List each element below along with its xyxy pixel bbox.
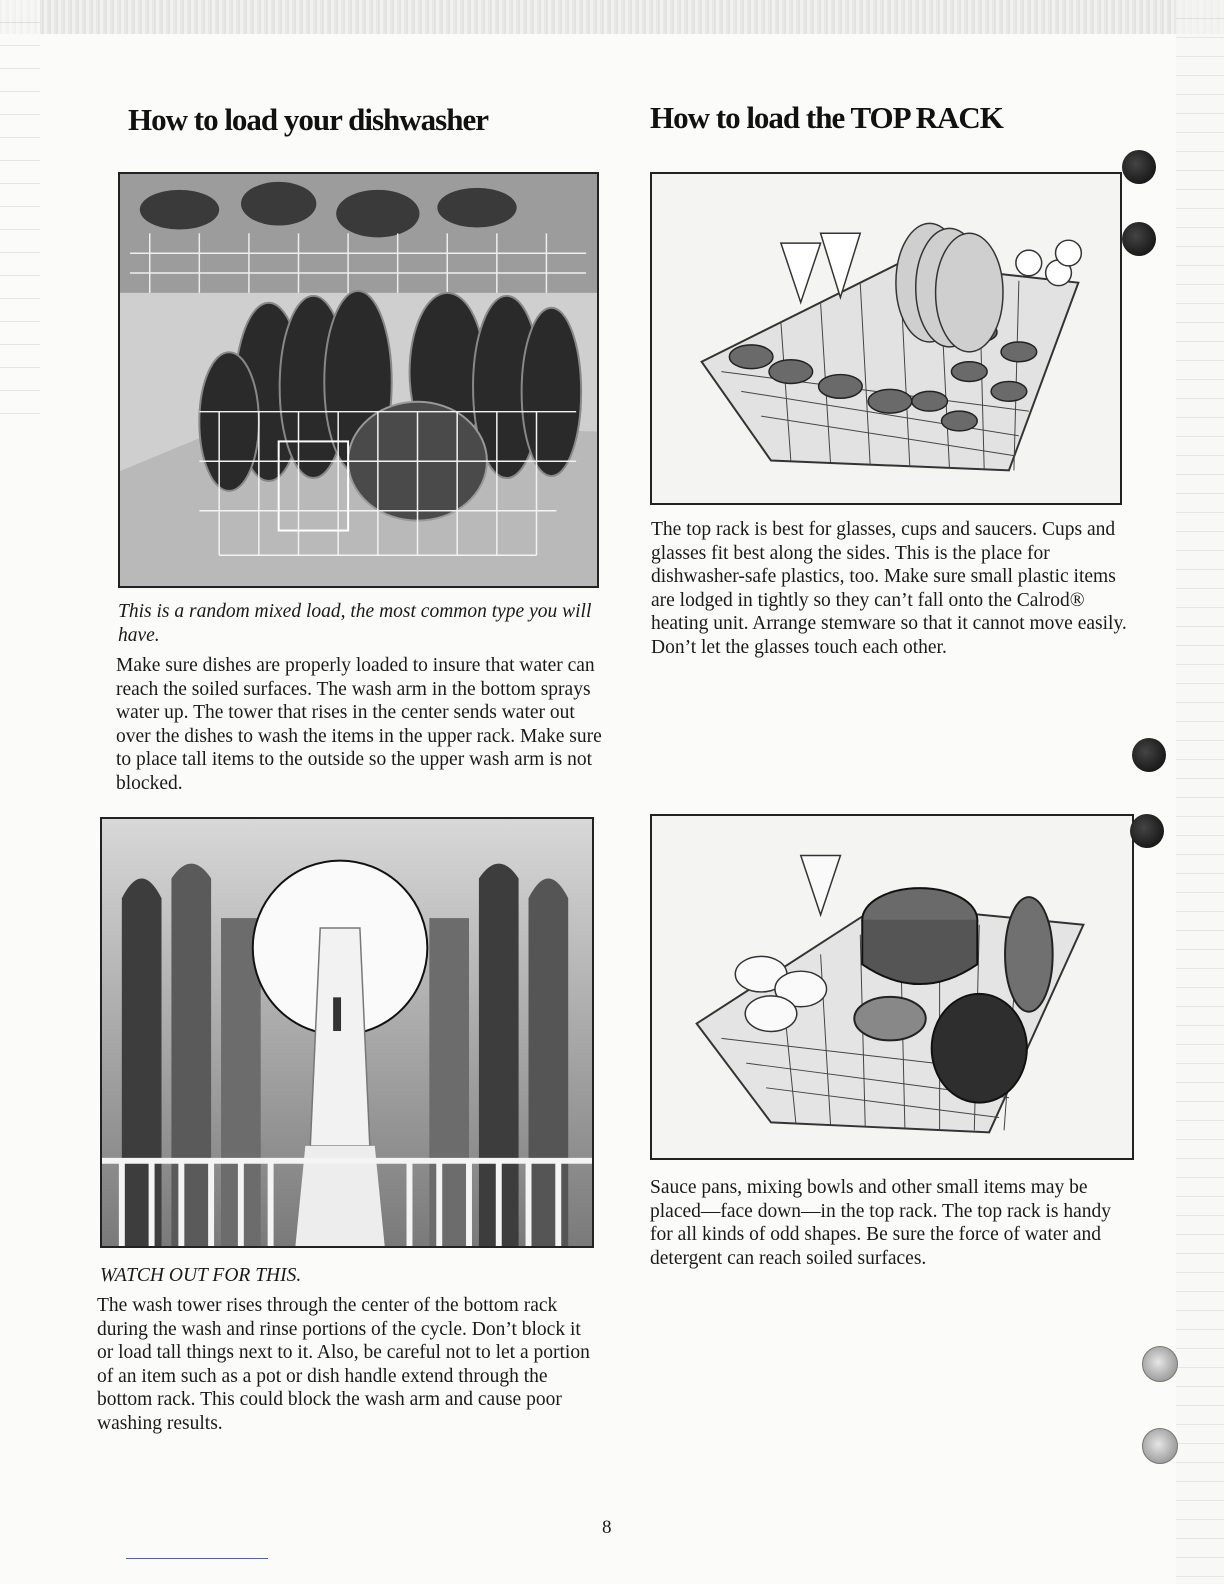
paragraph-top-rack-pans: Sauce pans, mixing bowls and other small items may be placed—face down—in the top rack. The top rack is handy for all kinds of odd shapes. Be sure the force of water and detergent can reach soiled surfaces. <box>650 1177 1111 1269</box>
binder-hole-mark <box>1130 814 1164 848</box>
paragraph-top-rack-glasses: The top rack is best for glasses, cups and saucers. Cups and glasses fit best along the sides. This is the place for dishwasher-safe plastics, too. Make sure small plastic items are lodged in tightly so they can’t fall onto the Calrod® heating unit. Arrange stemware so that it cannot move easily. Don’t let the glasses touch each other. <box>651 519 1127 658</box>
scan-artifact-right <box>1176 0 1224 1584</box>
photo-top-rack-pans <box>650 814 1134 1160</box>
photo-mixed-load <box>118 172 599 588</box>
heading-load-dishwasher: How to load your dishwasher <box>128 102 488 137</box>
paragraph-wash-tower: The wash tower rises through the center of the bottom rack during the wash and rinse portions of the cycle. Don’t block it or load tall things next to it. Also, be careful not to let a portion of an item such as a pot or dish handle extend through the bottom rack. This could block the wash arm and cause poor washing results. <box>97 1295 590 1434</box>
photo-top-rack-glasses <box>650 172 1122 505</box>
page-number: 8 <box>602 1517 612 1538</box>
scan-artifact-top <box>0 0 1224 34</box>
binder-hole-mark <box>1122 150 1156 184</box>
caption-mixed-load: This is a random mixed load, the most common type you will have. <box>118 601 592 646</box>
photo-wash-tower-graphic <box>102 819 592 1246</box>
caption-watch-out: WATCH OUT FOR THIS. <box>100 1265 302 1286</box>
heading-load-top-rack: How to load the TOP RACK <box>650 100 1003 135</box>
photo-wash-tower <box>100 817 594 1248</box>
binder-hole-mark <box>1142 1428 1178 1464</box>
photo-top-rack-glasses-graphic <box>652 174 1120 503</box>
binder-hole-mark <box>1142 1346 1178 1382</box>
photo-mixed-load-graphic <box>120 174 597 586</box>
binder-hole-mark <box>1132 738 1166 772</box>
photo-top-rack-pans-graphic <box>652 816 1132 1158</box>
paragraph-loading-instructions: Make sure dishes are properly loaded to insure that water can reach the soiled surfaces. The wash arm in the bottom sprays water up. The tower that rises in the center sends water out over the dishes to wash the items in the upper rack. Make sure to place tall items to the outside so the upper wash arm is not blocked. <box>116 655 602 794</box>
scan-artifact-left <box>0 0 40 420</box>
binder-hole-mark <box>1122 222 1156 256</box>
footer-rule <box>126 1558 268 1559</box>
